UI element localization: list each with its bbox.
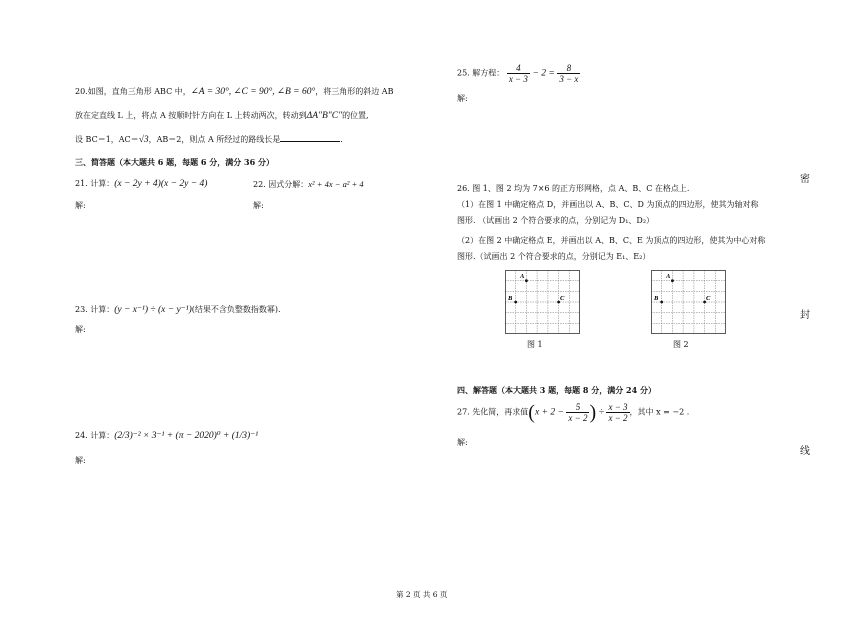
q26-line1: 26. 图 1、图 2 均为 7×6 的正方形网格，点 A、B、C 在格点上. — [457, 184, 690, 193]
answer-blank — [280, 133, 340, 142]
q26-line4: （2）在图 2 中确定格点 E，并画出以 A、B、C、E 为顶点的四边形，使其为中心对称 — [457, 236, 766, 245]
q25-fraction-1: $\frac{4}{x - 3}$ — [508, 63, 528, 84]
q24-question: 24. 计算：(2/3)⁻² × 3⁻¹ + (π − 2020)⁰ + (1/3)⁻¹ — [75, 431, 259, 441]
label-b: B — [508, 295, 513, 302]
figure-2-caption: 图 2 — [673, 340, 689, 349]
point-a — [671, 279, 674, 282]
point-b — [660, 301, 663, 304]
q27-fraction-1: $\frac{5}{x - 2}$ — [568, 402, 588, 423]
side-label-feng: 封 — [800, 310, 810, 321]
label-a: A — [666, 273, 671, 280]
point-a — [525, 279, 528, 282]
q20-line2: 放在定直线 L 上，将点 A 按顺时针方向在 L 上转动两次，转动到ΔA″B″C″的位置, — [75, 111, 369, 121]
q22-answer: 解: — [253, 201, 264, 210]
side-label-mi: 密 — [800, 174, 810, 185]
q26-line2: （1）在图 1 中确定格点 D，并画出以 A、B、C、D 为顶点的四边形，使其为轴对称 — [457, 200, 759, 209]
q23-answer: 解: — [75, 325, 86, 334]
q27-fraction-2: $\frac{x - 3}{x - 2}$ — [608, 402, 628, 423]
q23-question: 23. 计算：(y − x⁻¹) ÷ (x − y⁻¹)(结果不含负整数指数幂). — [75, 305, 281, 315]
label-b: B — [654, 295, 659, 302]
q26-line5: 图形.（试画出 2 个符合要求的点，分别记为 E₁、E₂） — [457, 252, 651, 261]
q24-answer: 解: — [75, 456, 86, 465]
figure-2-grid — [651, 270, 726, 334]
label-a: A — [520, 273, 525, 280]
point-b — [514, 301, 517, 304]
q21-answer: 解: — [75, 201, 86, 210]
q27-question: 27. 先化简，再求值(x + 2 − $\frac{5}{x - 2}$ ) ÷ $\frac{x - 3}{x - 2}$ ，其中 x = −2 . — [457, 401, 690, 424]
side-label-xian: 线 — [800, 446, 810, 457]
section4-heading: 四、解答题（本大题共 3 题，每题 8 分，满分 24 分） — [457, 385, 656, 395]
figure-1-grid — [505, 270, 580, 334]
q25-answer: 解: — [457, 94, 468, 103]
q21-question: 21. 计算：(x − 2y + 4)(x − 2y − 4) — [75, 179, 208, 189]
page-footer: 第 2 页 共 6 页 — [396, 590, 448, 599]
label-c: C — [706, 295, 711, 302]
q25-question: 25. 解方程： $\frac{4}{x - 3}$ − 2 = $\frac{8}{3 - x}$ — [457, 63, 579, 84]
section3-heading: 三、简答题（本大题共 6 题，每题 6 分，满分 36 分） — [75, 157, 274, 167]
figure-1-caption: 图 1 — [527, 340, 543, 349]
q26-line3: 图形. （试画出 2 个符合要求的点，分别记为 D₁、D₂） — [457, 216, 655, 225]
q20-line3: 设 BC＝1，AC＝√3，AB＝2，则点 A 所经过的路线长是 . — [75, 135, 343, 145]
label-c: C — [560, 295, 565, 302]
q20-line1: 20.如图，直角三角形 ABC 中，∠A = 30°, ∠C = 90°, ∠B = 60°，将三角形的斜边 AB — [75, 87, 394, 97]
q25-fraction-2: $\frac{8}{3 - x}$ — [559, 63, 579, 84]
q22-question: 22. 因式分解：x² + 4x − a² + 4 — [253, 179, 364, 189]
q27-answer: 解: — [457, 438, 468, 447]
